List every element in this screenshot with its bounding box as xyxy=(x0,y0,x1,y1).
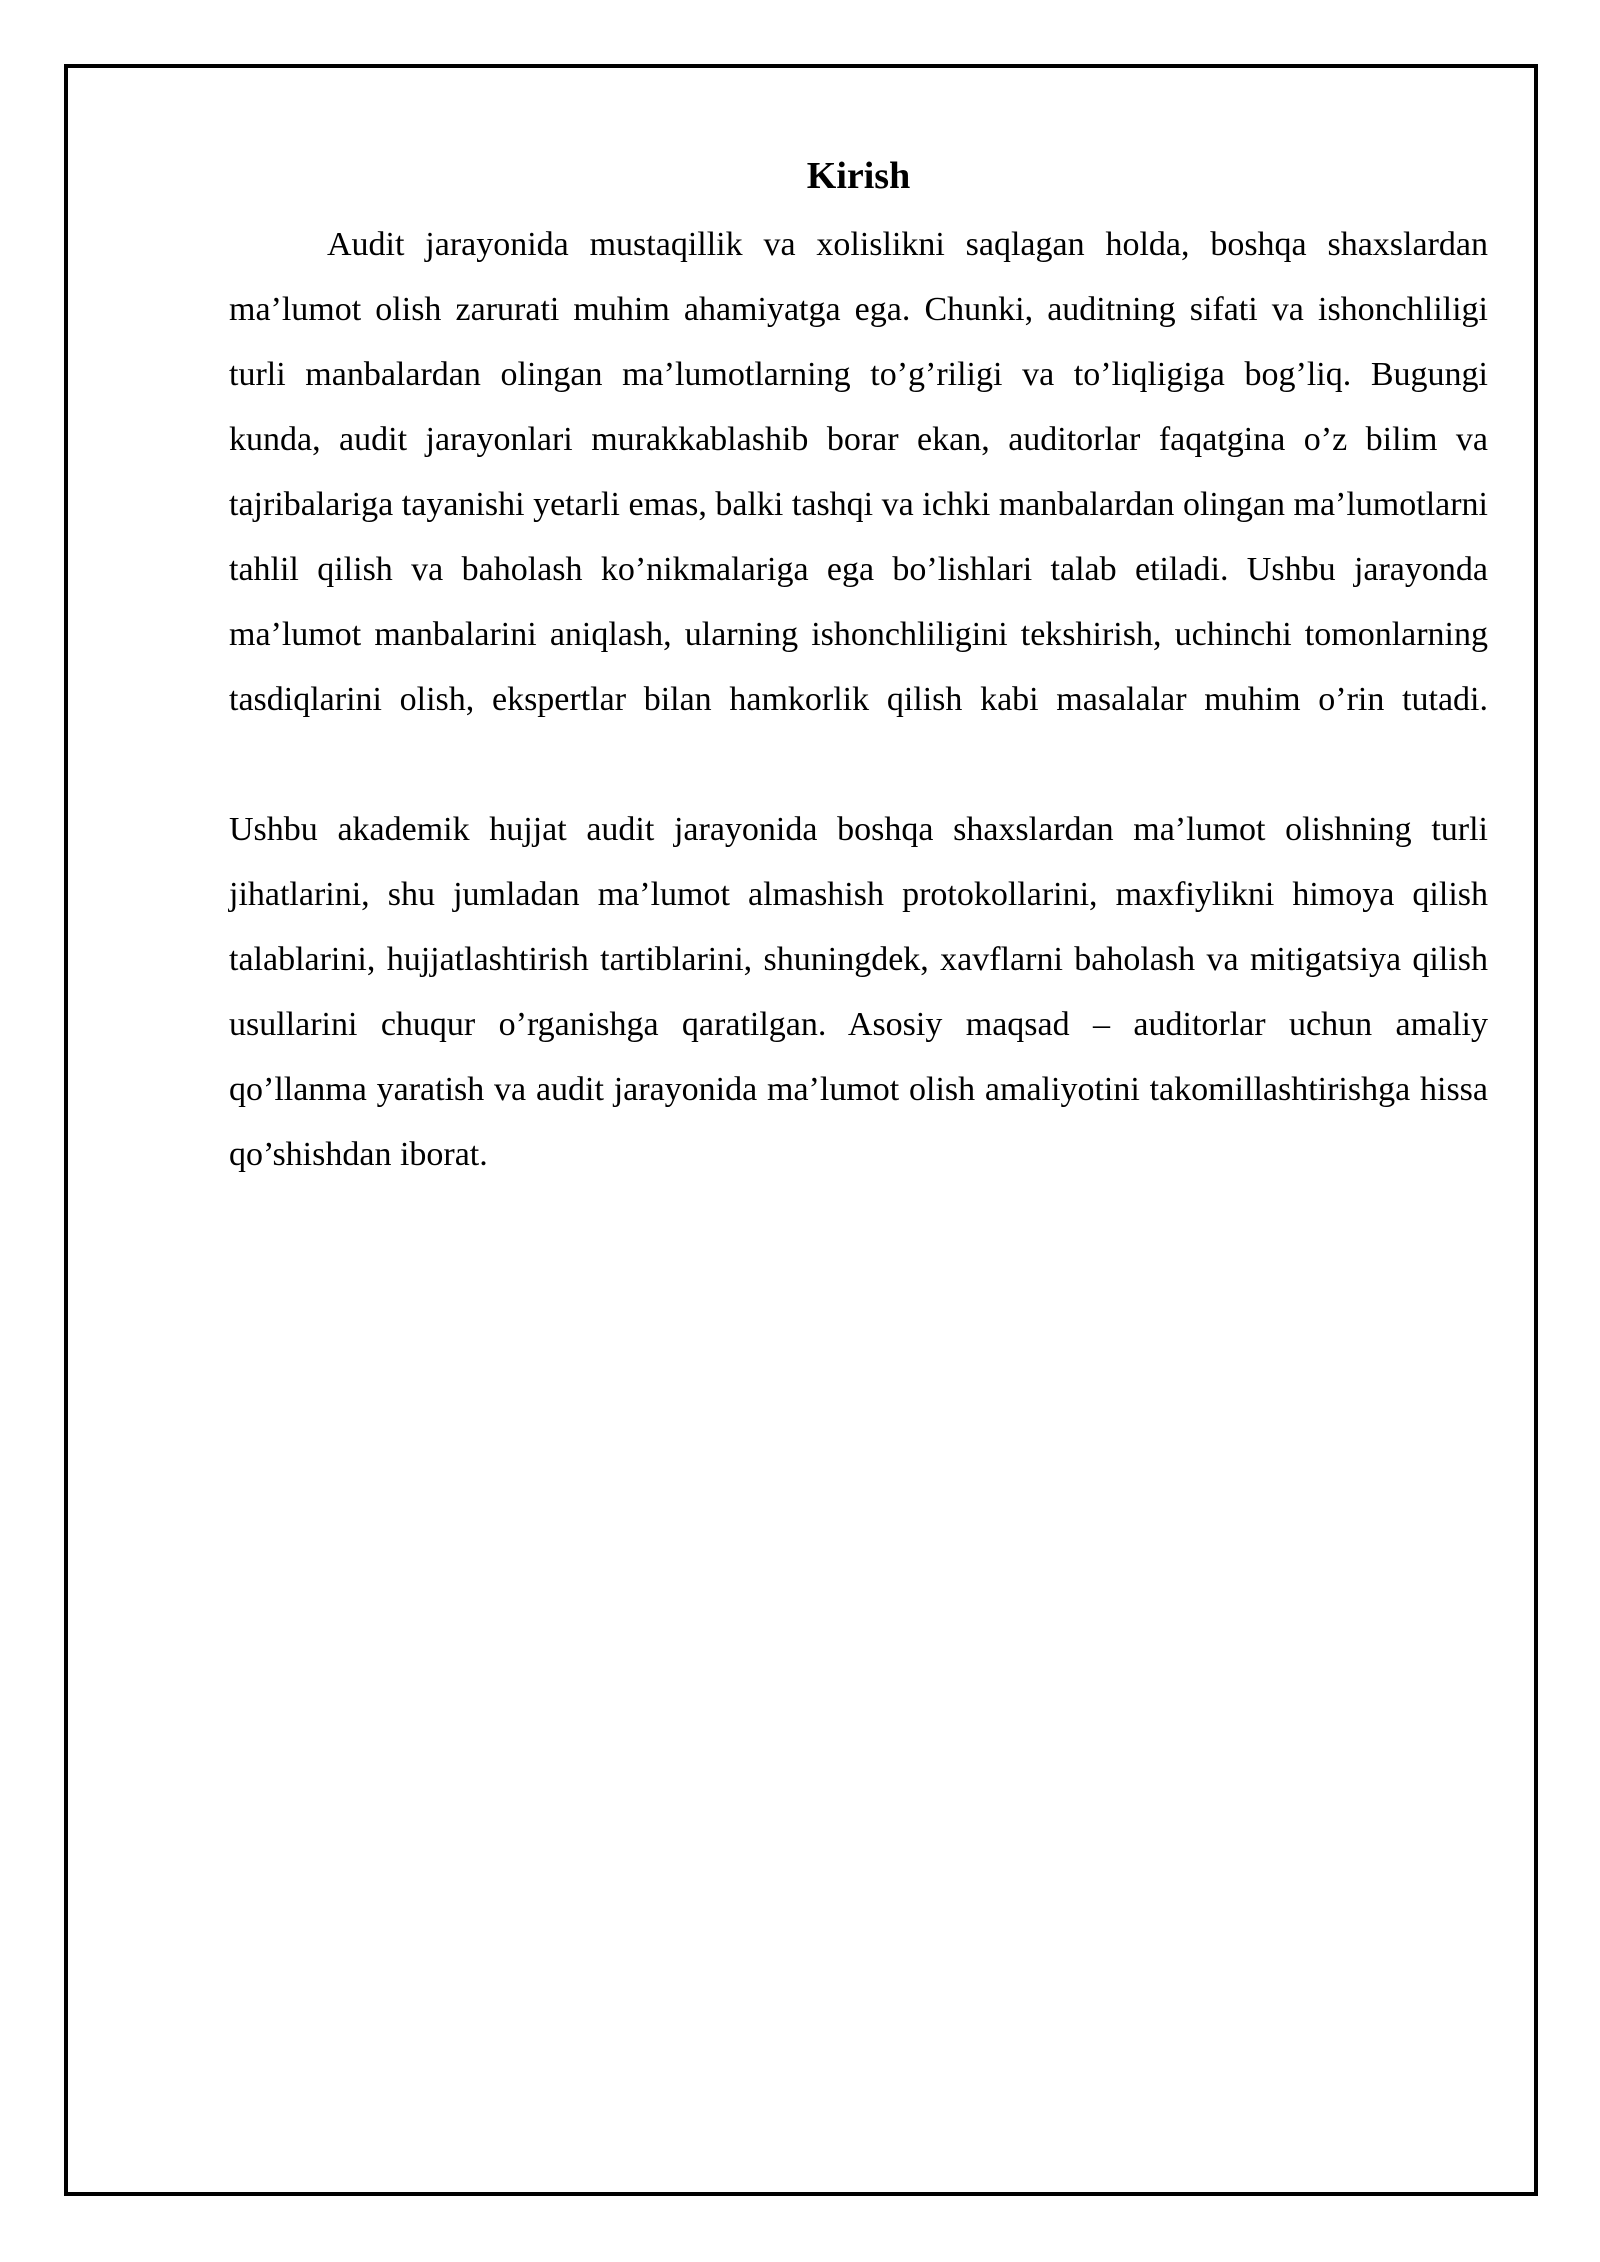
page-title: Kirish xyxy=(806,155,911,197)
document-body xyxy=(229,140,1488,1187)
paragraph-intro: Audit jarayonida mustaqillik va xolislikni saqlagan holda, boshqa shaxslardan ma’lumot olish zarurati muhim ahamiyatga ega. Chunki, auditning sifati va ishonchliligi turli manbalardan olingan ma’lumotlarning to’g’riligi va to’liqligiga bog’liq. Bugungi kunda, audit jarayonlari murakkablashib borar ekan, auditorlar faqatgina o’z bilim va tajribalariga tayanishi yetarli emas, balki tashqi va ichki manbalardan olingan ma’lumotlarni tahlil qilish va baholash ko’nikmalariga ega bo’lishlari talab etiladi. Ushbu jarayonda ma’lumot manbalarini aniqlash, ularning ishonchliligini tekshirish, uchinchi tomonlarning tasdiqlarini olish, ekspertlar bilan hamkorlik qilish kabi masalalar muhim o’rin tutadi. xyxy=(229,226,1488,718)
paragraph-purpose: Ushbu akademik hujjat audit jarayonida boshqa shaxslardan ma’lumot olishning turli jihatlarini, shu jumladan ma’lumot almashish protokollarini, maxfiylikni himoya qilish talablarini, hujjatlashtirish tartiblarini, shuningdek, xavflarni baholash va mitigatsiya qilish usullarini chuqur o’rganishga qaratilgan. Asosiy maqsad – auditorlar uchun amaliy qo’llanma yaratish va audit jarayonida ma’lumot olish amaliyotini takomillashtirishga hissa qo’shishdan iborat. xyxy=(229,811,1488,1173)
paragraph-spacer xyxy=(229,732,1488,797)
